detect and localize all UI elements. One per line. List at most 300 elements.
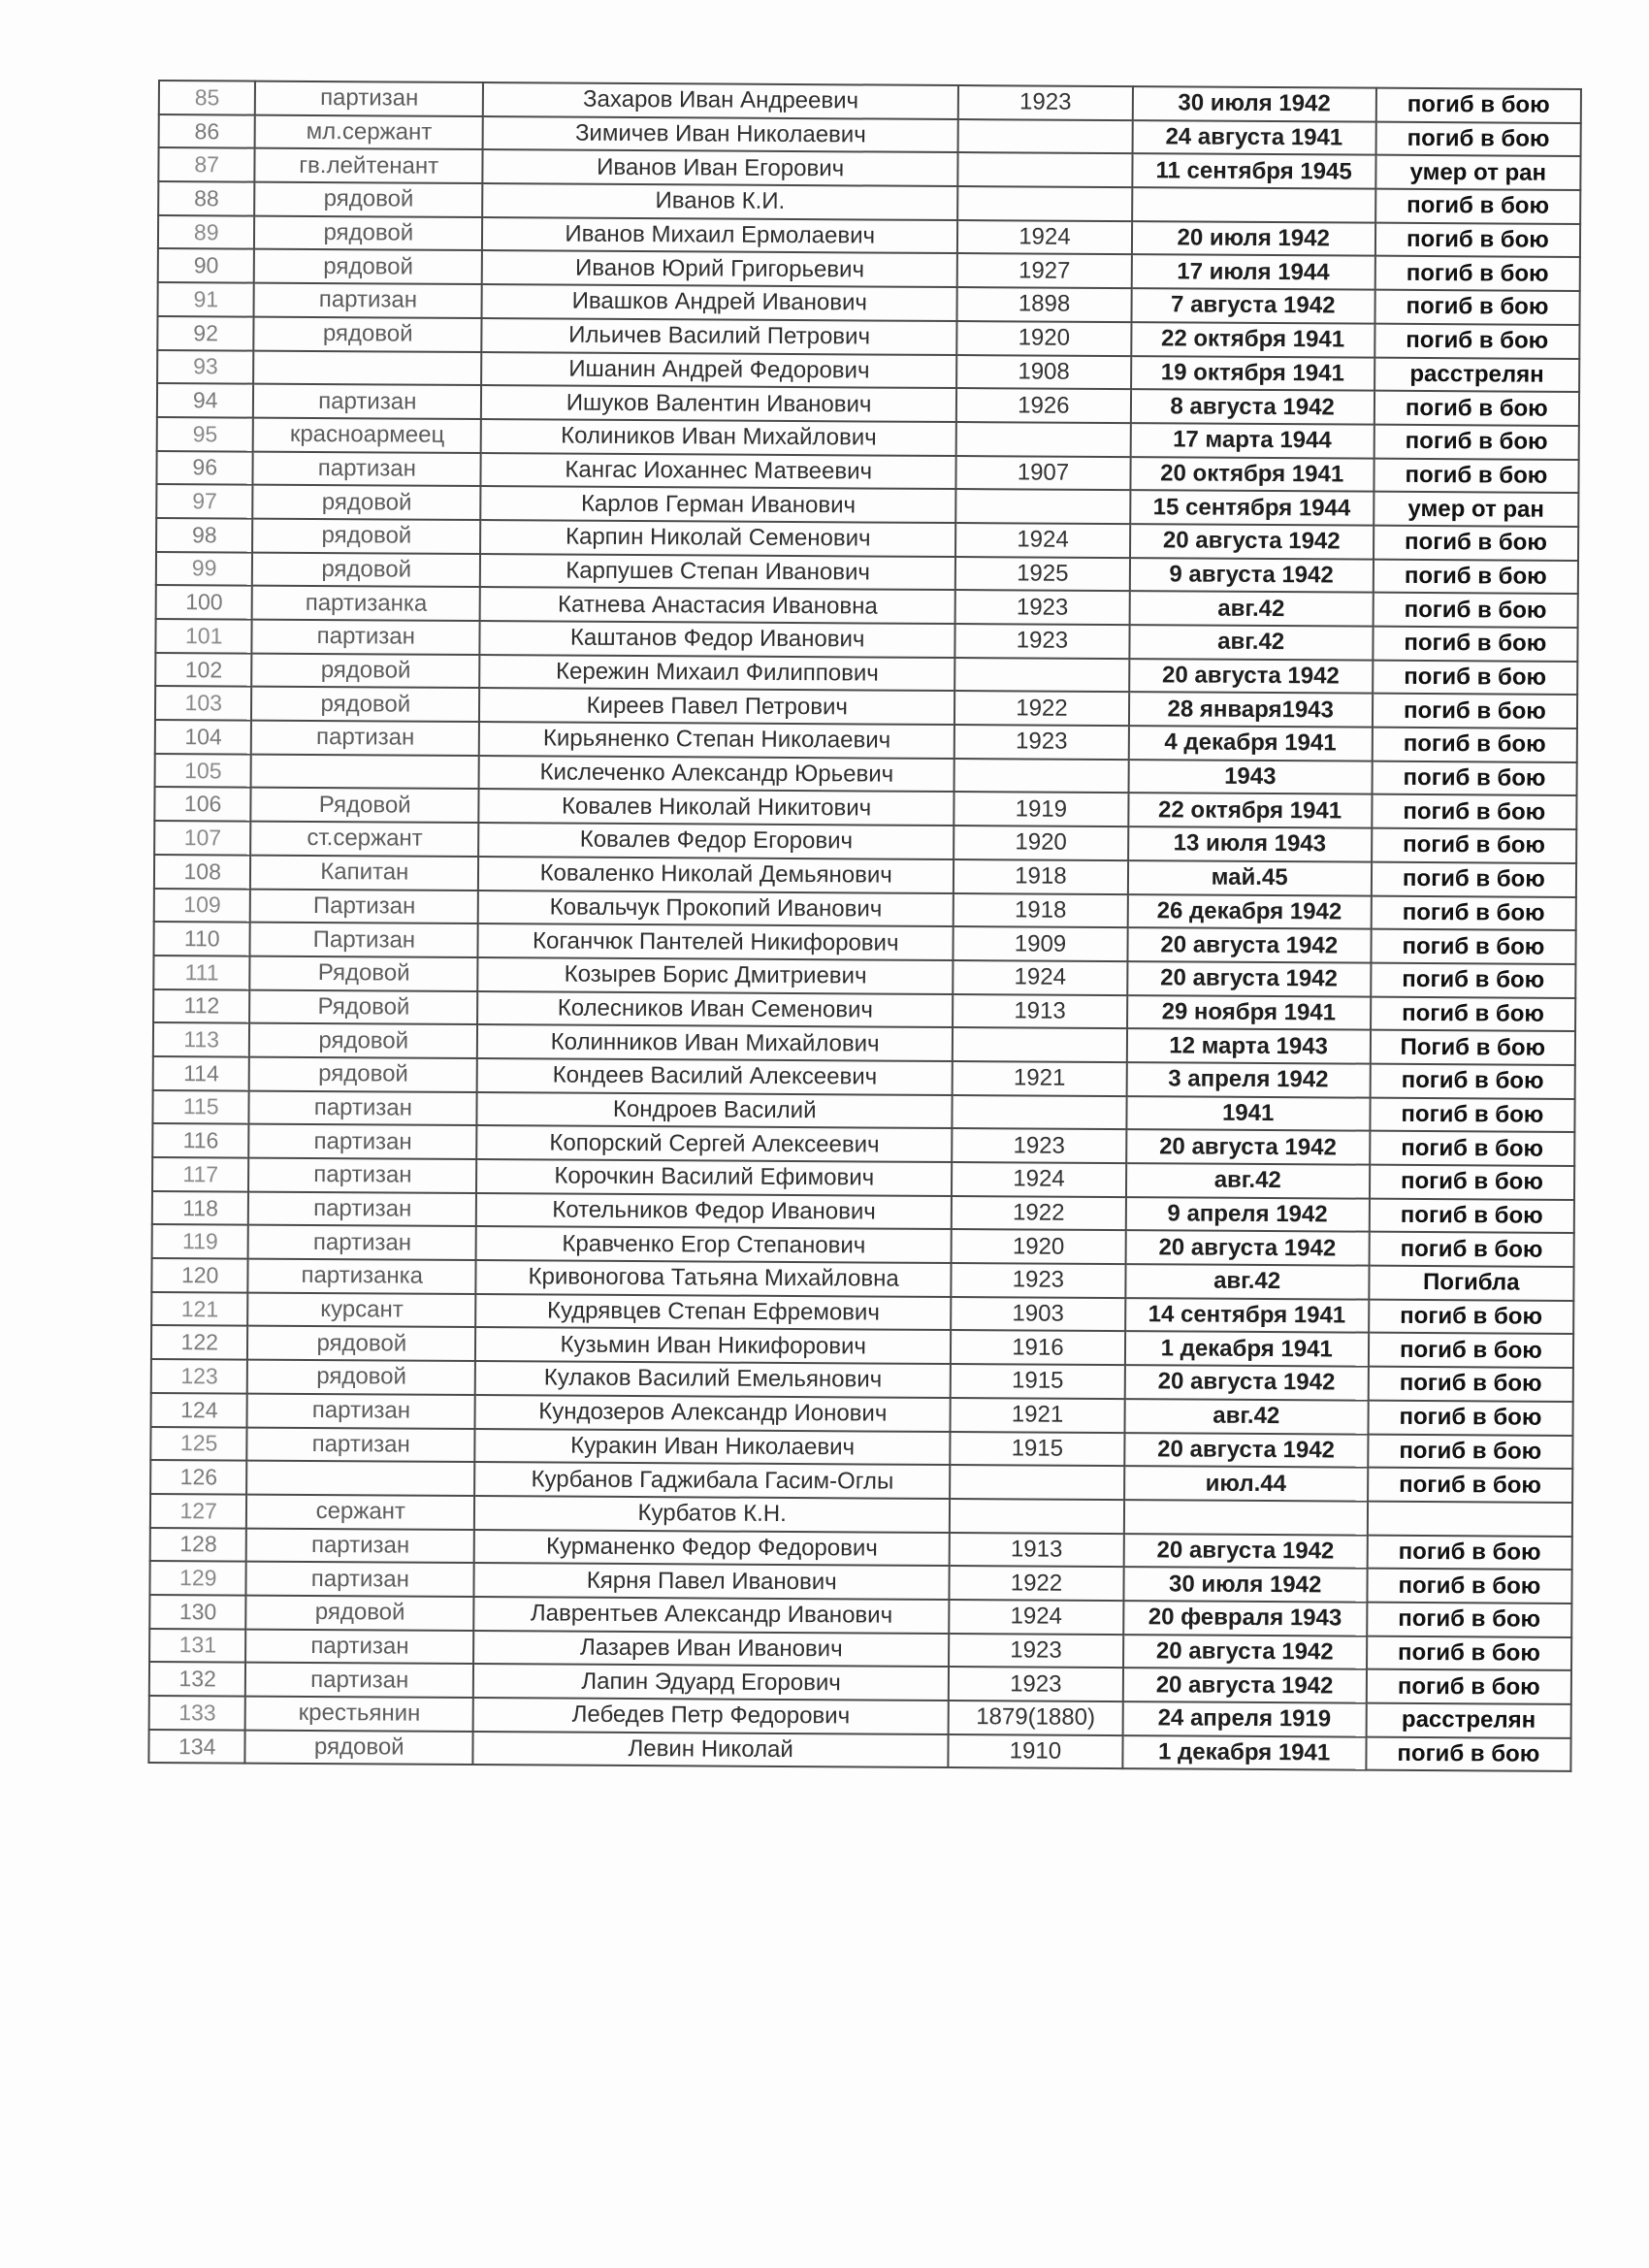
death-date-cell: 14 сентября 1941 bbox=[1125, 1298, 1369, 1333]
name-cell: Лазарев Иван Иванович bbox=[473, 1631, 949, 1668]
rank-cell: партизан bbox=[249, 1124, 477, 1159]
name-cell: Колесников Иван Семенович bbox=[477, 991, 953, 1028]
birth-year-cell: 1924 bbox=[957, 220, 1132, 255]
name-cell: Лапин Эдуард Егорович bbox=[473, 1664, 949, 1701]
rank-cell: партизан bbox=[252, 620, 480, 655]
death-date-cell: 20 августа 1942 bbox=[1127, 927, 1371, 962]
name-cell: Копорский Сергей Алексеевич bbox=[476, 1125, 952, 1162]
birth-year-cell: 1923 bbox=[955, 590, 1130, 625]
rank-cell: красноармеец bbox=[253, 417, 481, 452]
birth-year-cell: 1924 bbox=[952, 1162, 1126, 1197]
name-cell: Иванов К.И. bbox=[482, 183, 957, 220]
name-cell: Левин Николай bbox=[473, 1732, 949, 1768]
birth-year-cell: 1921 bbox=[953, 1061, 1127, 1096]
death-date-cell bbox=[1132, 187, 1375, 222]
birth-year-cell: 1913 bbox=[953, 994, 1127, 1029]
fate-cell: погиб в бою bbox=[1375, 222, 1580, 257]
fate-cell: погиб в бою bbox=[1375, 121, 1580, 156]
row-number: 130 bbox=[149, 1595, 246, 1629]
name-cell: Иванов Михаил Ермолаевич bbox=[482, 217, 957, 254]
birth-year-cell bbox=[950, 1499, 1124, 1534]
death-date-cell: 9 августа 1942 bbox=[1129, 558, 1373, 593]
fate-cell: погиб в бою bbox=[1370, 1165, 1574, 1200]
rank-cell: партизан bbox=[248, 1158, 476, 1193]
birth-year-cell: 1913 bbox=[950, 1533, 1124, 1568]
name-cell: Зимичев Иван Николаевич bbox=[483, 116, 958, 153]
name-cell: Лаврентьев Александр Иванович bbox=[473, 1597, 949, 1634]
rank-cell: рядовой bbox=[251, 687, 479, 722]
birth-year-cell bbox=[954, 658, 1129, 693]
death-date-cell: 4 декабря 1941 bbox=[1128, 726, 1372, 761]
rank-cell: рядовой bbox=[249, 1057, 477, 1092]
rank-cell: Рядовой bbox=[250, 956, 478, 990]
name-cell: Ишуков Валентин Иванович bbox=[481, 385, 956, 422]
birth-year-cell: 1915 bbox=[951, 1432, 1125, 1467]
name-cell: Ишанин Андрей Федорович bbox=[481, 352, 956, 389]
row-number: 115 bbox=[152, 1090, 249, 1124]
fate-cell: погиб в бою bbox=[1367, 1669, 1571, 1704]
death-date-cell: 20 августа 1942 bbox=[1127, 961, 1371, 996]
fate-cell: погиб в бою bbox=[1375, 189, 1580, 224]
row-number: 128 bbox=[150, 1528, 247, 1562]
death-date-cell: 1943 bbox=[1128, 760, 1372, 794]
rank-cell: рядовой bbox=[254, 316, 482, 351]
name-cell: Коганчюк Пантелей Никифорович bbox=[478, 923, 954, 960]
birth-year-cell: 1923 bbox=[958, 85, 1133, 120]
name-cell: Ковальчук Прокопий Иванович bbox=[478, 891, 954, 927]
death-date-cell: 28 января1943 bbox=[1129, 693, 1373, 728]
birth-year-cell bbox=[950, 1465, 1124, 1500]
fate-cell: погиб в бою bbox=[1368, 1400, 1572, 1435]
death-date-cell: авг.42 bbox=[1126, 1163, 1370, 1198]
rank-cell: ст.сержант bbox=[251, 822, 479, 857]
fate-cell: погиб в бою bbox=[1373, 593, 1577, 628]
row-number: 120 bbox=[151, 1258, 248, 1292]
birth-year-cell: 1918 bbox=[954, 893, 1128, 928]
name-cell: Ковалев Николай Никитович bbox=[479, 789, 954, 826]
birth-year-cell: 1910 bbox=[949, 1734, 1123, 1769]
death-date-cell: 20 августа 1942 bbox=[1122, 1668, 1366, 1702]
name-cell: Кравченко Егор Степанович bbox=[476, 1226, 952, 1263]
rank-cell bbox=[251, 754, 479, 789]
row-number: 114 bbox=[153, 1056, 250, 1090]
birth-year-cell: 1923 bbox=[954, 725, 1129, 760]
fate-cell: расстрелян bbox=[1374, 357, 1579, 392]
birth-year-cell: 1925 bbox=[955, 557, 1130, 592]
name-cell: Карпушев Степан Иванович bbox=[480, 554, 955, 591]
row-number: 111 bbox=[153, 956, 250, 989]
row-number: 116 bbox=[152, 1123, 249, 1157]
death-date-cell: 20 августа 1942 bbox=[1125, 1230, 1369, 1265]
death-date-cell: 20 февраля 1943 bbox=[1123, 1601, 1367, 1636]
row-number: 102 bbox=[155, 653, 252, 687]
birth-year-cell: 1879(1880) bbox=[949, 1701, 1123, 1735]
row-number: 113 bbox=[153, 1022, 250, 1056]
death-date-cell: 30 июля 1942 bbox=[1132, 86, 1375, 121]
death-date-cell: 20 августа 1942 bbox=[1126, 1129, 1370, 1164]
rank-cell: партизан bbox=[245, 1629, 473, 1664]
fate-cell: погиб в бою bbox=[1370, 1198, 1574, 1233]
death-date-cell: 17 марта 1944 bbox=[1130, 423, 1374, 458]
birth-year-cell: 1923 bbox=[949, 1667, 1123, 1701]
birth-year-cell: 1926 bbox=[956, 388, 1131, 423]
birth-year-cell bbox=[955, 489, 1130, 524]
rank-cell: рядовой bbox=[253, 485, 481, 520]
name-cell: Курманенко Федор Федорович bbox=[474, 1530, 950, 1567]
name-cell: Кундозеров Александр Ионович bbox=[475, 1395, 951, 1432]
birth-year-cell bbox=[957, 186, 1132, 221]
row-number: 103 bbox=[155, 686, 252, 720]
fate-cell: погиб в бою bbox=[1370, 1131, 1574, 1166]
rank-cell: партизан bbox=[246, 1562, 474, 1597]
rank-cell: мл.сержант bbox=[255, 114, 483, 149]
fate-cell: погиб в бою bbox=[1373, 660, 1577, 695]
fate-cell: погиб в бою bbox=[1370, 1064, 1574, 1099]
fate-cell: погиб в бою bbox=[1376, 88, 1581, 123]
row-number: 108 bbox=[154, 855, 251, 889]
rank-cell: партизан bbox=[248, 1191, 476, 1226]
fate-cell: погиб в бою bbox=[1368, 1367, 1572, 1402]
name-cell: Лебедев Петр Федорович bbox=[473, 1698, 949, 1734]
rank-cell: рядовой bbox=[254, 215, 482, 250]
row-number: 90 bbox=[158, 248, 255, 282]
fate-cell: погиб в бою bbox=[1367, 1569, 1571, 1604]
name-cell: Курбанов Гаджибала Гасим-Оглы bbox=[474, 1462, 950, 1499]
name-cell: Карлов Герман Иванович bbox=[480, 486, 955, 523]
death-date-cell: 22 октября 1941 bbox=[1128, 794, 1372, 828]
row-number: 134 bbox=[148, 1730, 245, 1764]
name-cell: Козырев Борис Дмитриевич bbox=[477, 957, 953, 994]
death-date-cell: 20 августа 1942 bbox=[1124, 1365, 1368, 1400]
name-cell: Кережин Михаил Филиппович bbox=[479, 655, 954, 692]
row-number: 86 bbox=[159, 114, 256, 148]
death-date-cell: 7 августа 1942 bbox=[1131, 288, 1374, 323]
birth-year-cell: 1923 bbox=[949, 1634, 1123, 1669]
birth-year-cell: 1918 bbox=[954, 859, 1128, 894]
name-cell: Кондроев Василий bbox=[477, 1092, 953, 1129]
rank-cell: гв.лейтенант bbox=[255, 148, 483, 183]
death-date-cell: 15 сентября 1944 bbox=[1130, 490, 1374, 525]
rank-cell: партизанка bbox=[248, 1259, 476, 1294]
death-date-cell: 8 августа 1942 bbox=[1130, 389, 1374, 424]
birth-year-cell bbox=[958, 152, 1133, 187]
name-cell: Ильичев Василий Петрович bbox=[481, 318, 956, 355]
name-cell: Кангас Иоханнес Матвеевич bbox=[481, 453, 956, 490]
fate-cell: погиб в бою bbox=[1372, 728, 1576, 762]
fate-cell: погиб в бою bbox=[1374, 559, 1578, 594]
rank-cell: Партизан bbox=[250, 889, 478, 923]
birth-year-cell: 1916 bbox=[951, 1330, 1125, 1365]
rank-cell: рядовой bbox=[252, 653, 480, 688]
rank-cell bbox=[254, 350, 482, 385]
rank-cell: партизан bbox=[246, 1528, 474, 1563]
row-number: 101 bbox=[155, 619, 252, 653]
fate-cell: погиб в бою bbox=[1372, 828, 1576, 863]
rank-cell: крестьянин bbox=[245, 1697, 473, 1732]
fate-cell: погиб в бою bbox=[1371, 929, 1575, 964]
birth-year-cell: 1919 bbox=[954, 792, 1129, 826]
row-number: 87 bbox=[158, 147, 255, 181]
death-date-cell: 12 марта 1943 bbox=[1126, 1028, 1370, 1063]
table-body bbox=[148, 81, 1581, 1771]
rank-cell: курсант bbox=[248, 1292, 476, 1327]
death-date-cell: авг.42 bbox=[1129, 591, 1373, 626]
row-number: 91 bbox=[158, 282, 255, 316]
death-date-cell: 22 октября 1941 bbox=[1131, 322, 1374, 357]
rank-cell: рядовой bbox=[252, 519, 480, 554]
birth-year-cell bbox=[953, 1027, 1127, 1062]
row-number: 95 bbox=[157, 417, 254, 451]
fate-cell: умер от ран bbox=[1375, 155, 1580, 190]
name-cell: Ивашков Андрей Иванович bbox=[482, 284, 957, 321]
row-number: 92 bbox=[157, 316, 254, 350]
fate-cell: погиб в бою bbox=[1374, 458, 1578, 493]
name-cell: Иванов Юрий Григорьевич bbox=[482, 250, 957, 287]
death-date-cell: 19 октября 1941 bbox=[1131, 356, 1374, 391]
birth-year-cell: 1924 bbox=[949, 1600, 1123, 1635]
fate-cell: погиб в бою bbox=[1367, 1636, 1571, 1670]
death-date-cell: 29 ноября 1941 bbox=[1127, 995, 1371, 1030]
fate-cell: Погиб в бою bbox=[1371, 1030, 1575, 1065]
row-number: 125 bbox=[150, 1426, 247, 1460]
row-number: 133 bbox=[149, 1696, 246, 1730]
row-number: 100 bbox=[156, 585, 253, 619]
rank-cell: рядовой bbox=[252, 552, 480, 587]
fate-cell: погиб в бою bbox=[1367, 1603, 1571, 1637]
rank-cell: партизан bbox=[253, 384, 481, 419]
row-number: 98 bbox=[156, 518, 253, 552]
birth-year-cell: 1922 bbox=[950, 1566, 1124, 1601]
birth-year-cell: 1909 bbox=[954, 926, 1128, 961]
fate-cell: погиб в бою bbox=[1371, 996, 1575, 1031]
row-number: 112 bbox=[153, 989, 250, 1023]
birth-year-cell: 1924 bbox=[955, 523, 1130, 558]
fate-cell: погиб в бою bbox=[1374, 256, 1579, 291]
fate-cell: умер от ран bbox=[1374, 492, 1578, 527]
row-number: 85 bbox=[159, 81, 256, 114]
name-cell: Киреев Павел Петрович bbox=[479, 688, 954, 725]
death-date-cell: 17 июля 1944 bbox=[1131, 255, 1374, 290]
birth-year-cell: 1922 bbox=[952, 1196, 1126, 1231]
row-number: 94 bbox=[157, 383, 254, 417]
birth-year-cell: 1927 bbox=[957, 253, 1132, 288]
death-date-cell: авг.42 bbox=[1129, 625, 1373, 660]
rank-cell: рядовой bbox=[254, 249, 482, 284]
birth-year-cell: 1922 bbox=[954, 691, 1129, 726]
name-cell: Иванов Иван Егорович bbox=[483, 149, 958, 186]
name-cell: Карпин Николай Семенович bbox=[480, 520, 955, 557]
rank-cell: рядовой bbox=[249, 1023, 477, 1058]
birth-year-cell: 1924 bbox=[953, 960, 1127, 995]
memorial-list-table bbox=[147, 80, 1582, 1772]
death-date-cell: 1 декабря 1941 bbox=[1122, 1735, 1366, 1770]
rank-cell: партизан bbox=[248, 1225, 476, 1260]
name-cell: Кирьяненко Степан Николаевич bbox=[479, 722, 954, 759]
row-number: 118 bbox=[152, 1191, 249, 1225]
row-number: 104 bbox=[155, 720, 252, 754]
birth-year-cell bbox=[954, 759, 1129, 794]
birth-year-cell: 1920 bbox=[954, 826, 1128, 860]
death-date-cell: авг.42 bbox=[1124, 1399, 1368, 1434]
fate-cell: погиб в бою bbox=[1368, 1468, 1572, 1503]
death-date-cell: 11 сентября 1945 bbox=[1132, 154, 1375, 189]
fate-cell: погиб в бою bbox=[1369, 1299, 1573, 1334]
row-number: 127 bbox=[150, 1494, 247, 1528]
name-cell: Котельников Федор Иванович bbox=[476, 1193, 952, 1230]
row-number: 132 bbox=[149, 1662, 246, 1696]
death-date-cell: 1 декабря 1941 bbox=[1125, 1332, 1369, 1367]
row-number: 93 bbox=[157, 350, 254, 384]
death-date-cell: 30 июля 1942 bbox=[1123, 1567, 1367, 1602]
name-cell: Куракин Иван Николаевич bbox=[474, 1429, 950, 1466]
rank-cell: рядовой bbox=[247, 1360, 475, 1395]
fate-cell: погиб в бою bbox=[1374, 323, 1579, 358]
birth-year-cell: 1908 bbox=[956, 355, 1131, 390]
name-cell: Кудрявцев Степан Ефремович bbox=[475, 1294, 951, 1331]
birth-year-cell: 1923 bbox=[952, 1128, 1126, 1163]
fate-cell: погиб в бою bbox=[1374, 425, 1578, 460]
birth-year-cell: 1903 bbox=[951, 1297, 1125, 1332]
rank-cell: партизан bbox=[247, 1427, 475, 1462]
fate-cell: погиб в бою bbox=[1371, 963, 1575, 998]
row-number: 131 bbox=[149, 1629, 246, 1663]
name-cell: Кислеченко Александр Юрьевич bbox=[479, 756, 954, 793]
death-date-cell: июл.44 bbox=[1124, 1466, 1368, 1501]
birth-year-cell bbox=[956, 422, 1131, 457]
fate-cell: погиб в бою bbox=[1369, 1232, 1573, 1267]
fate-cell: погиб в бою bbox=[1372, 761, 1576, 795]
death-date-cell: 13 июля 1943 bbox=[1128, 826, 1372, 861]
fate-cell: погиб в бою bbox=[1366, 1736, 1570, 1771]
rank-cell: партизан bbox=[255, 81, 483, 116]
birth-year-cell: 1915 bbox=[951, 1364, 1125, 1399]
rank-cell: Партизан bbox=[250, 923, 478, 957]
row-number: 110 bbox=[153, 922, 250, 956]
death-date-cell: 24 августа 1941 bbox=[1132, 120, 1375, 155]
birth-year-cell: 1907 bbox=[956, 456, 1131, 491]
row-number: 105 bbox=[155, 754, 252, 788]
rank-cell: Рядовой bbox=[251, 788, 479, 823]
birth-year-cell: 1920 bbox=[952, 1229, 1126, 1264]
death-date-cell: 20 октября 1941 bbox=[1130, 457, 1374, 492]
row-number: 89 bbox=[158, 215, 255, 249]
rank-cell: партизан bbox=[254, 283, 482, 318]
death-date-cell: 20 августа 1942 bbox=[1124, 1433, 1368, 1468]
birth-year-cell: 1923 bbox=[952, 1263, 1126, 1298]
fate-cell: погиб в бою bbox=[1374, 526, 1578, 561]
row-number: 121 bbox=[151, 1292, 248, 1326]
name-cell: Захаров Иван Андреевич bbox=[483, 82, 958, 119]
name-cell: Кярня Павел Иванович bbox=[474, 1563, 950, 1600]
fate-cell: расстрелян bbox=[1366, 1703, 1570, 1738]
rank-cell: Рядовой bbox=[249, 989, 477, 1024]
rank-cell: партизанка bbox=[252, 586, 480, 621]
fate-cell: погиб в бою bbox=[1373, 694, 1577, 729]
name-cell: Кондеев Василий Алексеевич bbox=[477, 1058, 953, 1095]
death-date-cell: 26 декабря 1942 bbox=[1127, 894, 1371, 929]
rank-cell: партизан bbox=[245, 1663, 473, 1698]
rank-cell: рядовой bbox=[245, 1730, 473, 1765]
birth-year-cell: 1898 bbox=[957, 287, 1132, 322]
row-number: 88 bbox=[158, 181, 255, 215]
death-date-cell: 1941 bbox=[1126, 1096, 1370, 1131]
birth-year-cell bbox=[958, 119, 1133, 154]
row-number: 123 bbox=[151, 1359, 248, 1393]
death-date-cell: 3 апреля 1942 bbox=[1126, 1062, 1370, 1097]
rank-cell: рядовой bbox=[255, 182, 483, 217]
death-date-cell: 24 апреля 1919 bbox=[1122, 1701, 1366, 1736]
death-date-cell bbox=[1123, 1500, 1367, 1535]
rank-cell: партизан bbox=[247, 1393, 475, 1428]
name-cell: Катнева Анастасия Ивановна bbox=[480, 587, 955, 624]
row-number: 99 bbox=[156, 552, 253, 586]
name-cell: Колинников Иван Михайлович bbox=[477, 1024, 953, 1061]
fate-cell: погиб в бою bbox=[1372, 861, 1576, 896]
rank-cell: рядовой bbox=[246, 1596, 474, 1631]
rank-cell: сержант bbox=[246, 1494, 474, 1529]
row-number: 122 bbox=[151, 1325, 248, 1359]
death-date-cell: 20 августа 1942 bbox=[1129, 659, 1373, 694]
fate-cell: Погибла bbox=[1369, 1266, 1573, 1301]
row-number: 96 bbox=[156, 451, 253, 485]
name-cell: Курбатов К.Н. bbox=[474, 1496, 950, 1533]
fate-cell: погиб в бою bbox=[1370, 1097, 1574, 1132]
name-cell: Колиников Иван Михайлович bbox=[481, 419, 956, 456]
name-cell: Ковалев Федор Егорович bbox=[478, 823, 954, 859]
fate-cell: погиб в бою bbox=[1369, 1333, 1573, 1368]
death-date-cell: 20 августа 1942 bbox=[1123, 1635, 1367, 1669]
fate-cell: погиб в бою bbox=[1374, 391, 1579, 426]
rank-cell: партизан bbox=[251, 721, 479, 756]
row-number: 106 bbox=[154, 787, 251, 821]
death-date-cell: 20 августа 1942 bbox=[1130, 524, 1374, 559]
fate-cell: погиб в бою bbox=[1371, 895, 1575, 930]
rank-cell: партизан bbox=[249, 1090, 477, 1125]
row-number: 124 bbox=[151, 1393, 248, 1427]
death-date-cell: авг.42 bbox=[1125, 1264, 1369, 1299]
row-number: 129 bbox=[149, 1561, 246, 1595]
death-date-cell: 20 августа 1942 bbox=[1123, 1534, 1367, 1569]
row-number: 97 bbox=[156, 484, 253, 518]
row-number: 126 bbox=[150, 1460, 247, 1494]
name-cell: Коваленко Николай Демьянович bbox=[478, 857, 954, 893]
rank-cell: рядовой bbox=[247, 1326, 475, 1361]
fate-cell: погиб в бою bbox=[1372, 794, 1576, 829]
row-number: 117 bbox=[152, 1157, 249, 1191]
fate-cell: погиб в бою bbox=[1367, 1535, 1571, 1570]
death-date-cell: 20 июля 1942 bbox=[1132, 221, 1375, 256]
name-cell: Корочкин Василий Ефимович bbox=[476, 1159, 952, 1196]
death-date-cell: 9 апреля 1942 bbox=[1125, 1197, 1369, 1232]
name-cell: Кузьмин Иван Никифорович bbox=[475, 1327, 951, 1364]
birth-year-cell: 1920 bbox=[957, 321, 1132, 356]
row-number: 109 bbox=[154, 888, 251, 922]
name-cell: Кривоногова Татьяна Михайловна bbox=[476, 1260, 952, 1297]
rank-cell: партизан bbox=[253, 451, 481, 486]
name-cell: Каштанов Федор Иванович bbox=[480, 621, 955, 658]
rank-cell: Капитан bbox=[250, 855, 478, 890]
birth-year-cell: 1921 bbox=[951, 1398, 1125, 1433]
fate-cell: погиб в бою bbox=[1373, 627, 1577, 662]
birth-year-cell: 1923 bbox=[955, 624, 1130, 659]
row-number: 119 bbox=[152, 1224, 249, 1258]
death-date-cell: май.45 bbox=[1127, 860, 1371, 895]
rank-cell bbox=[247, 1461, 475, 1496]
row-number: 107 bbox=[154, 821, 251, 855]
birth-year-cell bbox=[953, 1095, 1127, 1130]
fate-cell bbox=[1368, 1502, 1572, 1537]
fate-cell: погиб в бою bbox=[1374, 290, 1579, 325]
